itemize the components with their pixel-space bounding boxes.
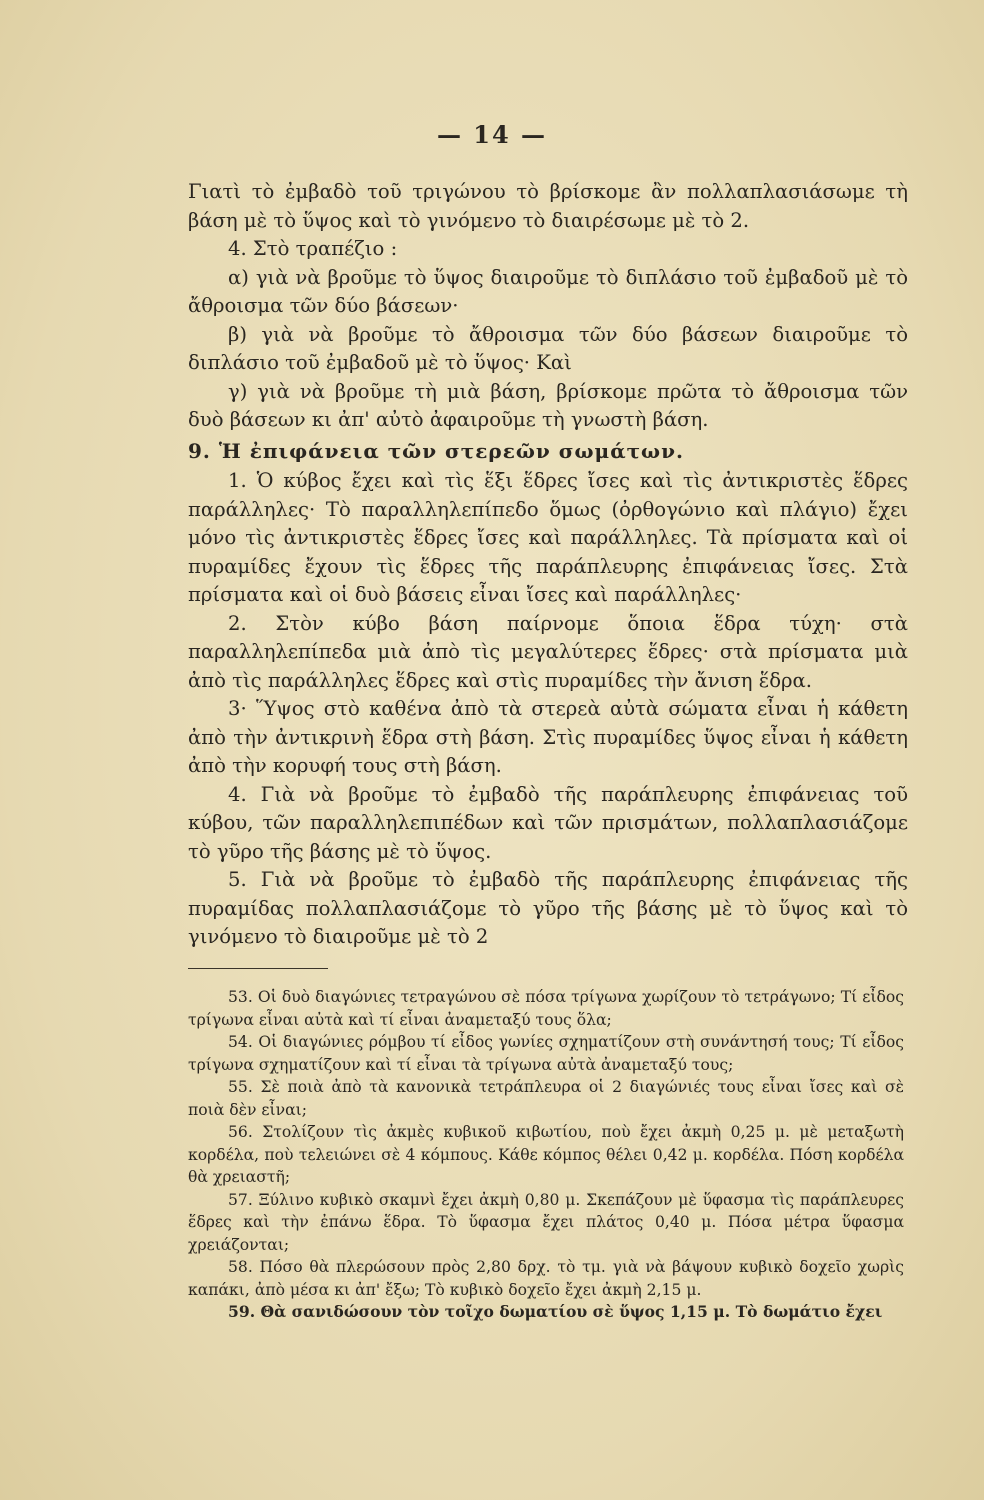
exercise-list (188, 986, 904, 1324)
paragraph-solids-3: 3· Ὕψος στὸ καθένα ἀπὸ τὰ στερεὰ αὐτὰ σώματα εἶναι ἡ κάθετη ἀπὸ τὴν ἀντικρινὴ ἕδρα στὴ βάση. Στὶς πυραμίδες ὕψος εἶναι ἡ κάθετη ἀπὸ τὴν κορυφή τους στὴ βάση. (188, 697, 908, 777)
exercise-54: 54. Οἱ διαγώνιες ρόμβου τί εἶδος γωνίες σχηματίζουν στὴ συνάντησή τους; Τί εἶδος τρίγωνα σχηματίζουν καὶ τί εἶναι τὰ τρίγωνα αὐτὰ ἀναμεταξύ τους; (188, 1033, 904, 1074)
exercise-53: 53. Οἱ δυὸ διαγώνιες τετραγώνου σὲ πόσα τρίγωνα χωρίζουν τὸ τετράγωνο; Τί εἶδος τρίγωνα εἶναι αὐτὰ καὶ τί εἶναι ἀναμεταξύ τους ὅλα; (188, 988, 904, 1029)
paragraph-solids-2: 2. Στὸν κύβο βάση παίρνομε ὅποια ἕδρα τύχη· στὰ παραλληλεπίπεδα μιὰ ἀπὸ τὶς μεγαλύτερες ἕδρες· στὰ πρίσματα μιὰ ἀπὸ τὶς παράλληλες ἕδρες καὶ στὶς πυραμίδες τὴν ἄνιση ἕδρα. (188, 611, 908, 692)
exercise-57: 57. Ξύλινο κυβικὸ σκαμνὶ ἔχει ἀκμὴ 0,80 μ. Σκεπάζουν μὲ ὕφασμα τὶς παράπλευρες ἕδρες καὶ τὴν ἐπάνω ἕδρα. Τὸ ὕφασμα ἔχει πλάτος 0,40 μ. Πόσα μέτρα ὕφασμα χρειάζονται; (188, 1190, 904, 1254)
main-text (188, 178, 908, 952)
page-number: — 14 — (436, 120, 548, 149)
paragraph-trapezoid-c: γ) γιὰ νὰ βροῦμε τὴ μιὰ βάση, βρίσκομε πρῶτα τὸ ἄθροισμα τῶν δυὸ βάσεων κι ἀπ' αὐτὸ ἀφαιροῦμε τὴ γνωστὴ βάση. (188, 379, 908, 431)
paragraph-triangle-area: Γιατὶ τὸ ἐμβαδὸ τοῦ τριγώνου τὸ βρίσκομε ἂν πολλαπλασιάσωμε τὴ βάση μὲ τὸ ὕψος καὶ τὸ γινόμενο τὸ διαιρέσωμε μὲ τὸ 2. (188, 180, 908, 232)
paragraph-trapezoid-a: α) γιὰ νὰ βροῦμε τὸ ὕψος διαιροῦμε τὸ διπλάσιο τοῦ ἐμβαδοῦ μὲ τὸ ἄθροισμα τῶν δύο βάσεων· (188, 265, 908, 317)
exercise-55: 55. Σὲ ποιὰ ἀπὸ τὰ κανονικὰ τετράπλευρα οἱ 2 διαγώνιές τους εἶναι ἴσες καὶ σὲ ποιὰ δὲν εἶναι; (188, 1078, 904, 1119)
exercise-56: 56. Στολίζουν τὶς ἀκμὲς κυβικοῦ κιβωτίου, ποὺ ἔχει ἀκμὴ 0,25 μ. μὲ μεταξωτὴ κορδέλα, ποὺ τελειώνει σὲ 4 κόμπους. Κάθε κόμπος θέλει 0,42 μ. κορδέλα. Πόση κορδέλα θὰ χρειαστῆ; (188, 1123, 904, 1186)
footnote-divider (188, 968, 328, 969)
paragraph-solids-5: 5. Γιὰ νὰ βροῦμε τὸ ἐμβαδὸ τῆς παράπλευρης ἐπιφάνειας τῆς πυραμίδας πολλαπλασιάζομε τὸ γῦρο τῆς βάσης μὲ τὸ ὕψος καὶ τὸ γινόμενο τὸ διαιροῦμε μὲ τὸ 2 (188, 868, 908, 948)
paragraph-trapezoid-b: β) γιὰ νὰ βροῦμε τὸ ἄθροισμα τῶν δύο βάσεων διαιροῦμε τὸ διπλάσιο τοῦ ἐμβαδοῦ μὲ τὸ ὕψος· Καὶ (188, 322, 908, 374)
section-title: 9. Ἡ ἐπιφάνεια τῶν στερεῶν σωμάτων. (188, 438, 684, 463)
exercise-59: 59. Θὰ σανιδώσουν τὸν τοῖχο δωματίου σὲ ὕψος 1,15 μ. Τὸ δωμάτιο ἔχει (228, 1302, 883, 1321)
paragraph-trapezoid-heading: 4. Στὸ τραπέζιο : (228, 237, 398, 260)
paragraph-solids-4: 4. Γιὰ νὰ βροῦμε τὸ ἐμβαδὸ τῆς παράπλευρης ἐπιφάνειας τοῦ κύβου, τῶν παραλληλεπιπέδων καὶ τῶν πρισμάτων, πολλαπλασιάζομε τὸ γῦρο τῆς βάσης μὲ τὸ ὕψος. (188, 782, 908, 863)
paragraph-solids-1: 1. Ὁ κύβος ἔχει καὶ τὶς ἕξι ἕδρες ἴσες καὶ τὶς ἀντικριστὲς ἕδρες παράλληλες· Τὸ παραλληλεπίπεδο ὅμως (ὀρθογώνιο καὶ πλάγιο) ἔχει μόνο τὶς ἀντικριστὲς ἕδρες ἴσες καὶ παράλληλες. Τὰ πρίσματα καὶ οἱ πυραμίδες ἔχουν τὶς ἕδρες τῆς παράπλευρης ἐπιφάνειας ἴσες. Στὰ πρίσματα καὶ οἱ δυὸ βάσεις εἶναι ἴσες καὶ παράλληλες· (188, 469, 908, 606)
exercise-58: 58. Πόσο θὰ πλερώσουν πρὸς 2,80 δρχ. τὸ τμ. γιὰ νὰ βάψουν κυβικὸ δοχεῖο χωρὶς καπάκι, ἀπὸ μέσα κι ἀπ' ἔξω; Τὸ κυβικὸ δοχεῖο ἔχει ἀκμὴ 2,15 μ. (188, 1258, 904, 1299)
